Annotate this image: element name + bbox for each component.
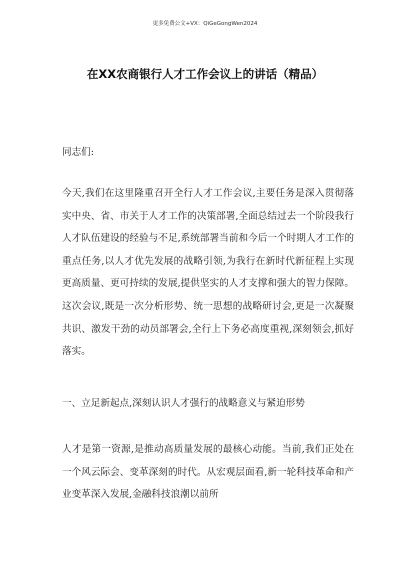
paragraph-intro: 今天,我们在这里隆重召开全行人才工作会议,主要任务是深入贯彻落实中央、省、市关于人才工作的决策部署,全面总结过去一个阶段我行人才队伍建设的经验与不足,系统部署当前和今后一个时期人才工作的重点任务,以人才优先发展的战略引领,为我行在新时代新征程上实现更高质量、更可持续的发展,提供坚实的人才支撑和强大的智力保障。这次会议,既是一次分析形势、统一思想的战略研讨会,更是一次凝聚共识、激发干劲的动员部署会,全行上下务必高度重视,深刻领会,抓好落实。: [62, 188, 354, 358]
page-header: 更多免费公文+VX：QiGeGongWen2024: [152, 21, 258, 27]
section-heading: 一、立足新起点,深刻认识人才强行的战略意义与紧迫形势: [62, 398, 305, 409]
document-title: 在XX农商银行人才工作会议上的讲话（精品）: [86, 67, 324, 81]
paragraph-section-one: 人才是第一资源,是推动高质量发展的最核心动能。当前,我们正处在一个风云际会、变革深刻的时代。从宏观层面看,新一轮科技革命和产业变革深入发展,金融科技浪潮以前所: [62, 444, 354, 501]
salutation: 同志们:: [62, 147, 95, 158]
